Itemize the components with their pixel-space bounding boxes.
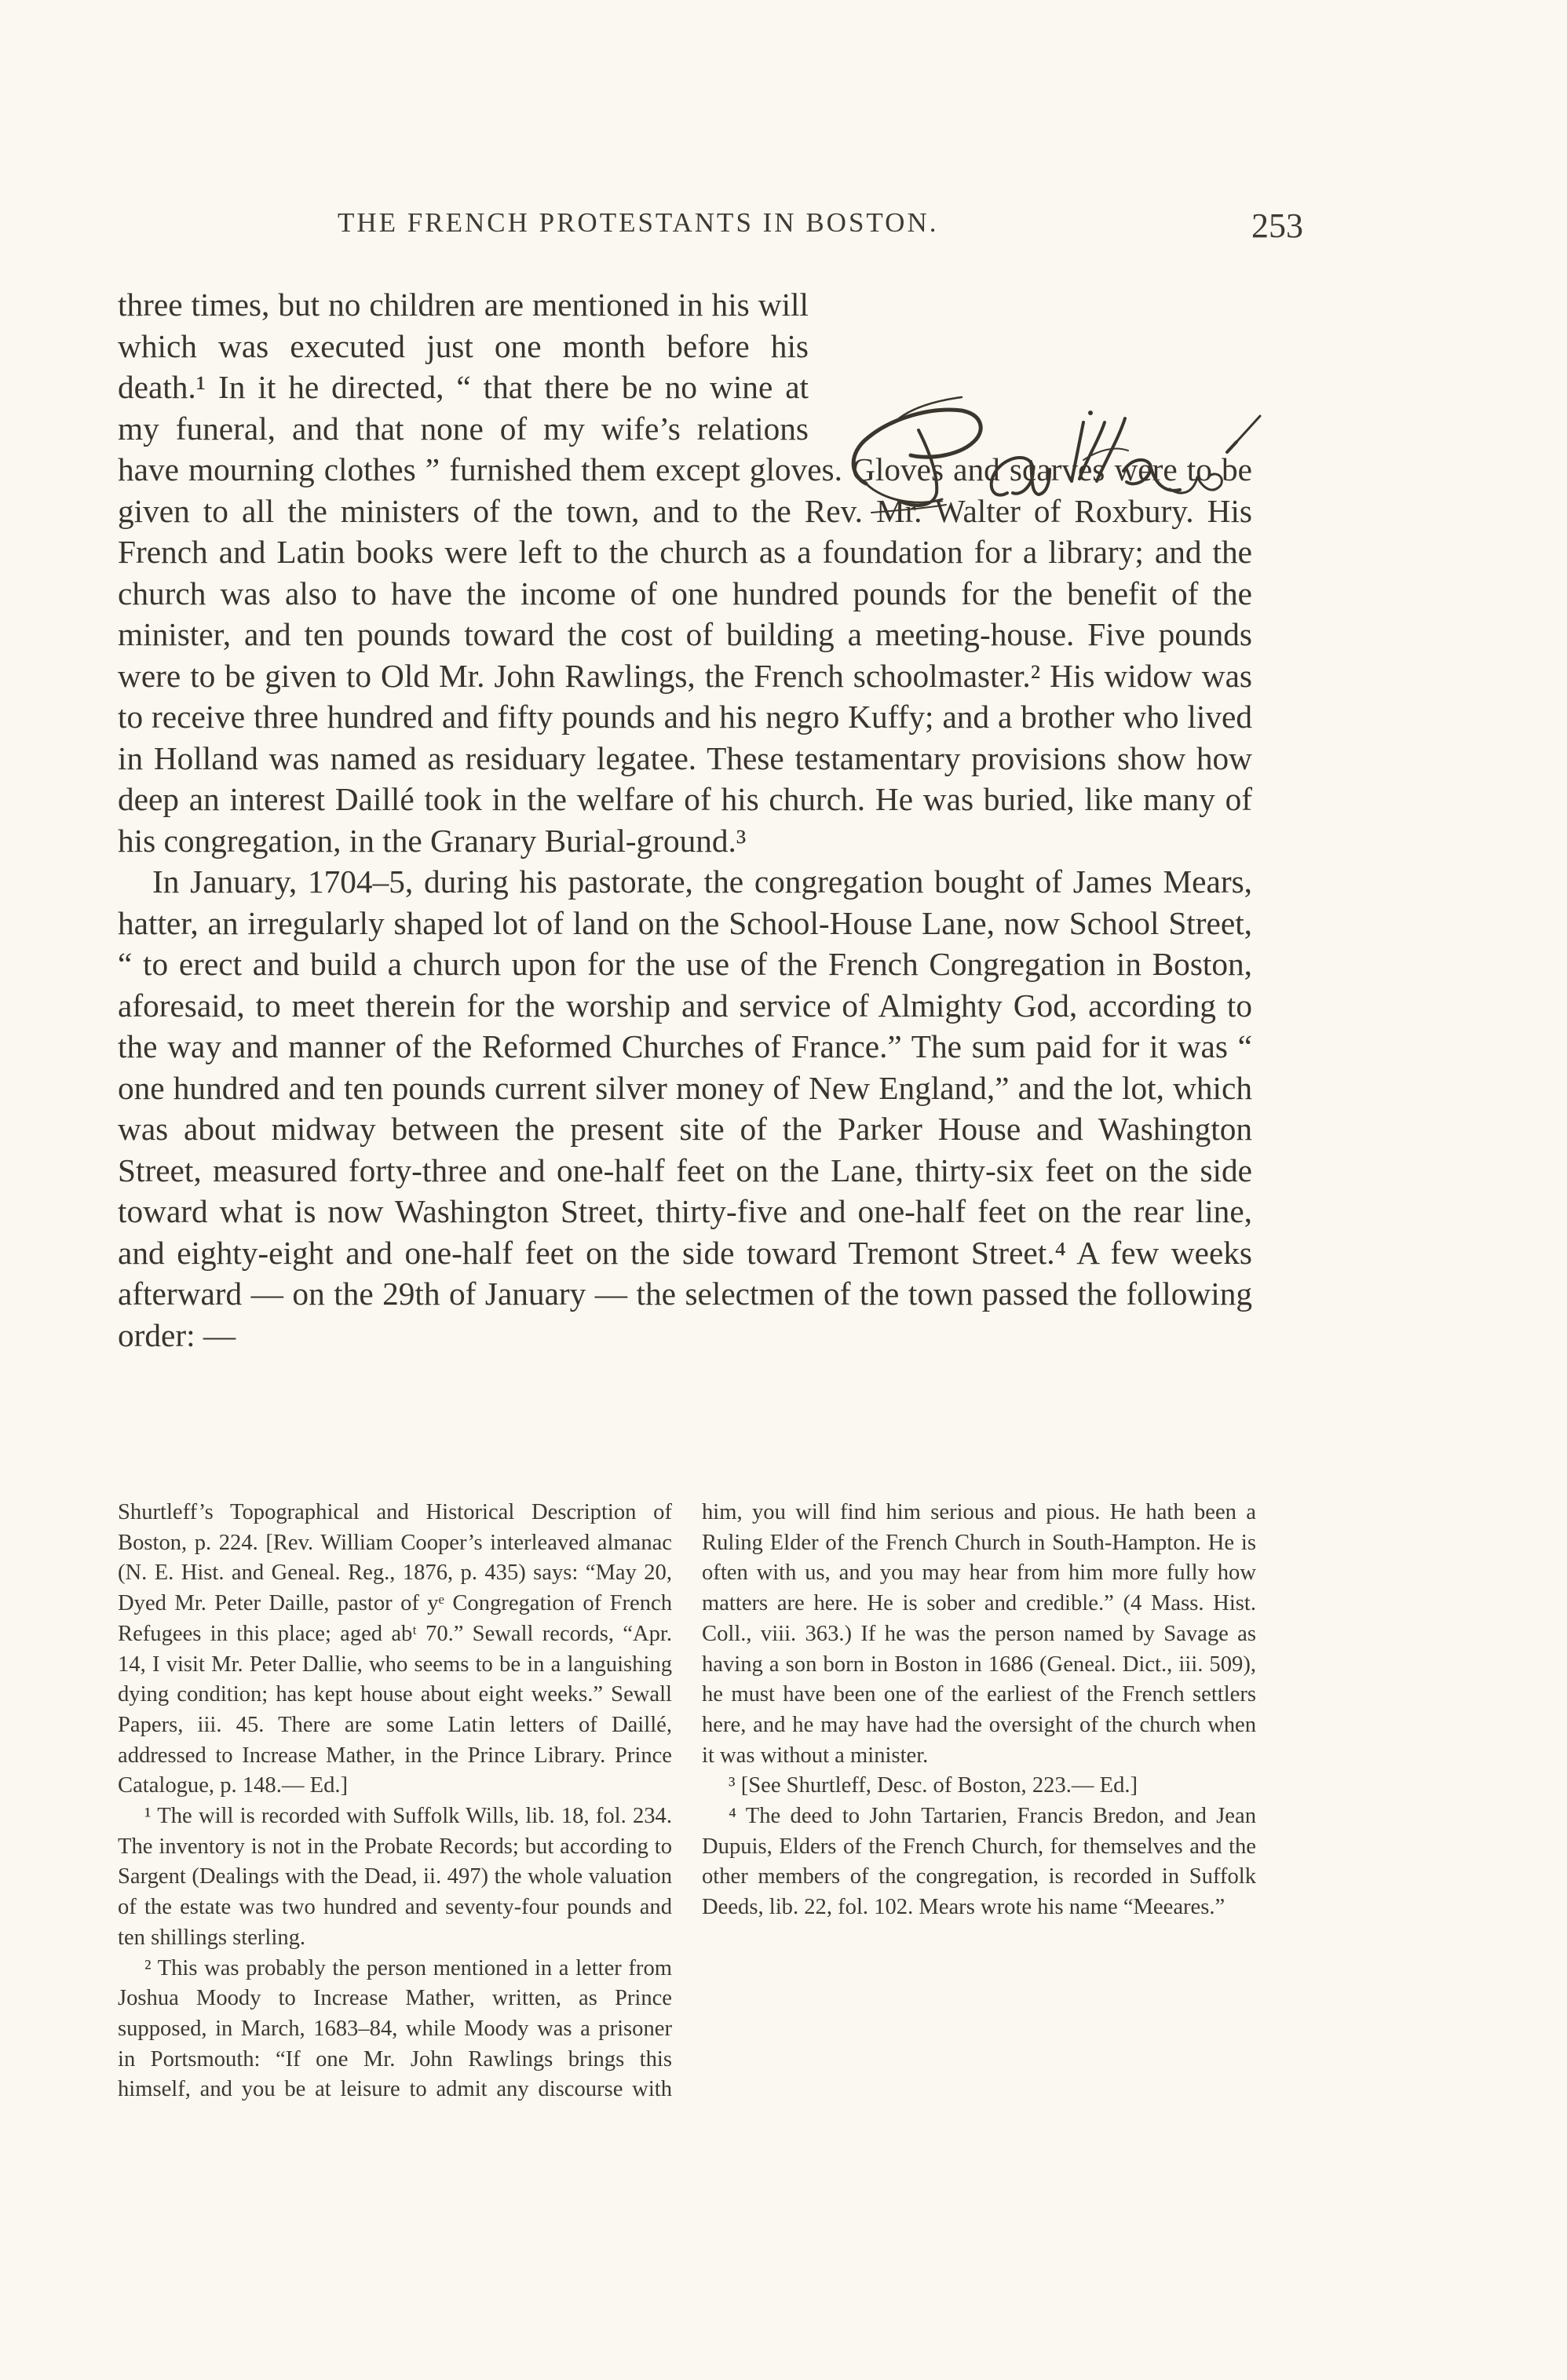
footnote-1: ¹ The will is recorded with Suffolk Wills, lib. 18, fol. 234. The inventory is not in the Probate Records; but according to Sargent (Dealings with the Dead, ii. 497) the whole valuation of the estate was two hundred and seventy-four pounds and ten shillings sterling. [118, 1804, 672, 1950]
footnotes [118, 1498, 1256, 2126]
paragraph-1: three times, but no children are mentioned in his will which was executed just one month before his death.¹ In it he directed, “ that there be no wine at my funeral, and that none of my wife’s relations have mourning clothes ” furnished them except gloves. Gloves and scarves were to be given to all the ministers of the town, and to the Rev. Mr. Walter of Roxbury. His French and Latin books were left to the church as a foundation for a library; and the church was also to have the income of one hundred pounds for the benefit of the minister, and ten pounds toward the cost of building a meeting-house. Five pounds were to be given to Old Mr. John Rawlings, the French schoolmaster.² His widow was to receive three hundred and fifty pounds and his negro Kuffy; and a brother who lived in Holland was named as residuary legatee. These testamentary provisions show how deep an interest Daillé took in the welfare of his church. He was buried, like many of his congregation, in the Granary Burial-ground.³ [118, 287, 1252, 859]
footnote-3: ³ [See Shurtleff, Desc. of Boston, 223.— Ed.] [729, 1773, 1138, 1798]
paragraph-2: In January, 1704–5, during his pastorate, the congregation bought of James Mears, hatter, an irregularly shaped lot of land on the School-House Lane, now School Street, “ to erect and build a church upon for the use of the French Congregation in Boston, aforesaid, to meet therein for the worship and service of Almighty God, according to the way and manner of the Reformed Churches of France.” The sum paid for it was “ one hundred and ten pounds current silver money of New England,” and the lot, which was about midway between the present site of the Parker House and Washington Street, measured forty-three and one-half feet on the Lane, thirty-six feet on the side toward what is now Washington Street, thirty-five and one-half feet on the rear line, and eighty-eight and one-half feet on the side toward Tremont Street.⁴ A few weeks afterward — on the 29th of January — the selectmen of the town passed the following order: — [118, 863, 1252, 1353]
daille-signature [844, 383, 1268, 520]
page-number: 253 [1251, 206, 1303, 245]
running-header [118, 206, 1311, 253]
footnote-continued: Shurtleff’s Topographical and Historical Description of Boston, p. 224. [Rev. William Cooper’s interleaved almanac (N. E. Hist. and Geneal. Reg., 1876, p. 435) says: “May 20, Dyed Mr. Peter Daille, pastor of yᵉ Congregation of French Refugees in this place; aged abᵗ 70.” Sewall records, “Apr. 14, I visit Mr. Peter Dallie, who seems to be in a languishing dying condition; has kept house about eight weeks.” Sewall Papers, iii. 45. There are some Latin letters of Daillé, addressed to Increase Mather, in the Prince Library. Prince Catalogue, p. 148.— Ed.] [118, 1500, 672, 1798]
running-head-title: THE FRENCH PROTESTANTS IN BOSTON. [338, 207, 939, 238]
footnote-4: ⁴ The deed to John Tartarien, Francis Bredon, and Jean Dupuis, Elders of the French Church, for themselves and the other members of the congregation, is recorded in Suffolk Deeds, lib. 22, fol. 102. Mears wrote his name “Meeares.” [702, 1804, 1256, 1920]
footnote-2: ² This was probably the person mentioned in a letter from Joshua Moody to Increase Mather, written, as Prince supposed, in March, 1683–84, while Moody was a prisoner in Portsmouth: “If one Mr. John Rawlings brings this himself, and you be at leisure to admit any discourse with him, you will find him serious and pious. He hath been a Ruling Elder of the French Church in South-Hampton. He is often with us, and you may hear from him more fully how matters are here. He is sober and credible.” (4 Mass. Hist. Coll., viii. 363.) If he was the person named by Savage as having a son born in Boston in 1686 (Geneal. Dict., iii. 509), he must have been one of the earliest of the French settlers here, and he may have had the oversight of the church when it was without a minister. [118, 1500, 1256, 2102]
